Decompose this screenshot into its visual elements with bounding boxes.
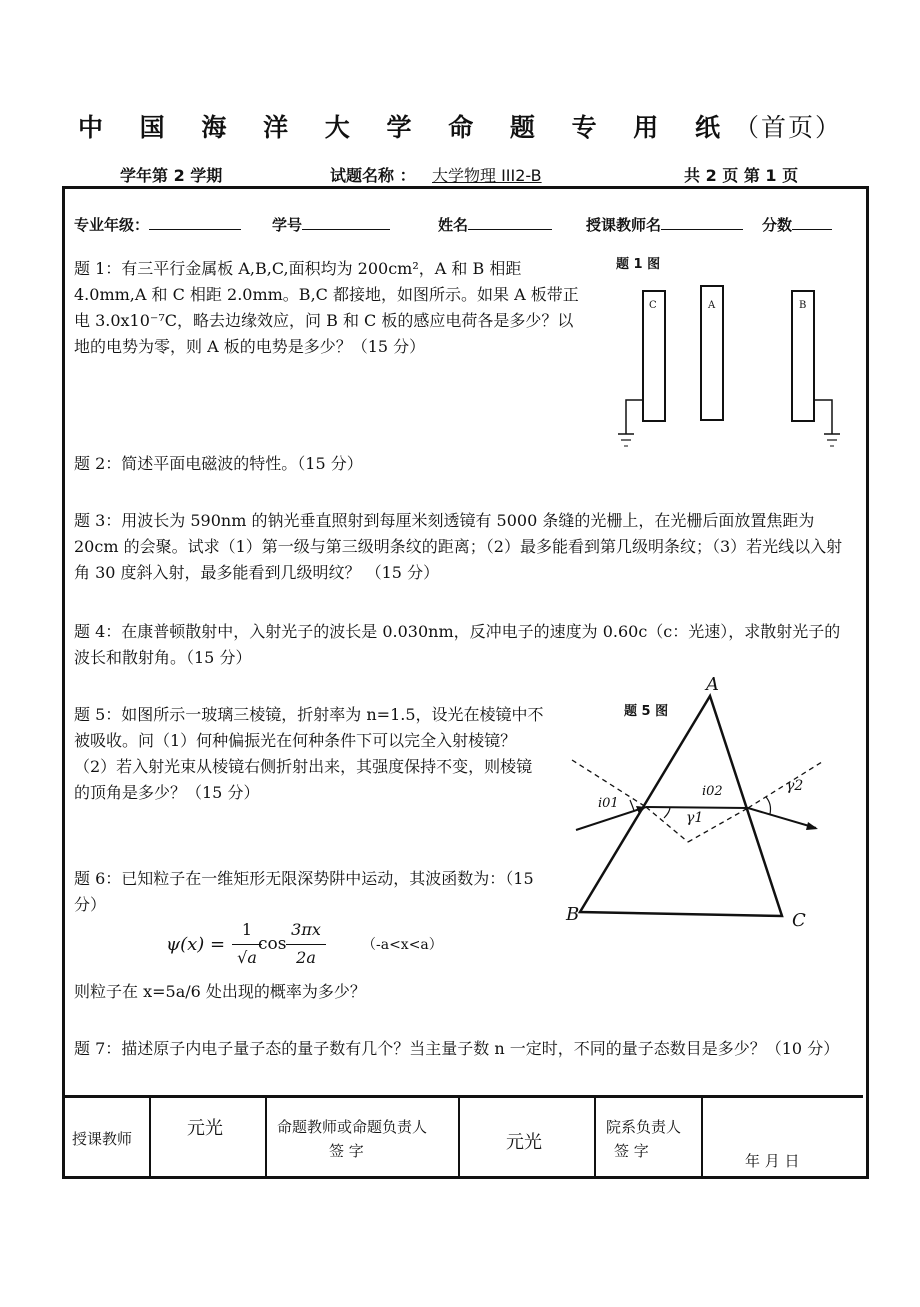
question-7: 题 7：描述原子内电子量子态的量子数有几个？当主量子数 n 一定时，不同的量子态数目是多少？（10 分） (74, 1039, 840, 1058)
ground-wire-b (814, 400, 832, 434)
angle-arc-gamma2 (766, 797, 771, 814)
info-major (74, 214, 241, 235)
student-id-field[interactable] (302, 215, 390, 230)
name-field[interactable] (468, 215, 552, 230)
plate-b-label: B (799, 300, 807, 311)
fraction-bar-2 (286, 944, 326, 945)
wavefunction-formula (166, 920, 446, 976)
page-count: 共 2 页 第 1 页 (684, 166, 799, 185)
cell-author-label (267, 1098, 460, 1176)
plate-a-label: A (708, 300, 716, 311)
cell-dept-label (596, 1098, 703, 1176)
refracted-ray (646, 807, 748, 808)
signature-table (62, 1095, 863, 1176)
formula-cos: cos (258, 934, 287, 954)
angle-arc-i01 (630, 800, 634, 811)
formula-num2: 3πx (291, 920, 321, 939)
question-6-ask: 则粒子在 x=5a/6 处出现的概率为多少？ (74, 982, 366, 1001)
figure-1 (612, 250, 852, 460)
question-6: 题 6：已知粒子在一维矩形无限深势阱中运动，其波函数为：（15 分） (74, 869, 534, 914)
info-teacher (586, 214, 743, 235)
exit-ray (748, 808, 816, 828)
dept-label-line1: 院系负责人 (606, 1118, 682, 1136)
formula-num1: 1 (241, 920, 253, 939)
vertex-b-label: B (566, 904, 580, 925)
info-score (762, 214, 832, 235)
question-5: 题 5：如图所示一玻璃三棱镜，折射率为 n=1.5，设光在棱镜中不被吸收。问（1）何种偏振光在何种条件下可以完全入射棱镜？（2）若入射光束从棱镜右侧折射出来，其强度保持不变，则棱镜的顶角是多少？（15 分） (74, 705, 544, 802)
cell-author-sign (460, 1098, 596, 1176)
title-main: 中 国 海 洋 大 学 命 题 专 用 纸 (77, 113, 735, 142)
question-3: 题 3：用波长为 590nm 的钠光垂直照射到每厘米刻透镜有 5000 条缝的光栅上，在光栅后面放置焦距为 20cm 的会聚。试求（1）第一级与第三级明条纹的距离；（2）最多能看到第几级明条纹；（3）若光线以入射角 30 度斜入射，最多能看到几级明纹？ （15 分） (74, 511, 843, 582)
student-id-label: 学号 (272, 216, 303, 234)
formula-range: （-a<x<a） (362, 937, 443, 953)
angle-i02-label: i02 (702, 784, 723, 799)
teacher-field[interactable] (661, 215, 743, 230)
angle-arc-gamma1 (664, 807, 670, 818)
major-field[interactable] (149, 215, 241, 230)
normal-left-inner (646, 807, 688, 842)
cell-teacher-label (62, 1098, 151, 1176)
plate-c-label: C (649, 300, 657, 311)
cell-teacher-sign (151, 1098, 267, 1176)
figure-1-label: 题 1 图 (616, 257, 661, 272)
figure-1-diagram (612, 250, 852, 460)
ground-wire-c (626, 400, 643, 434)
dept-label-line2: 签 字 (614, 1142, 649, 1160)
author-label-line1: 命题教师或命题负责人 (277, 1118, 428, 1136)
score-field[interactable] (792, 215, 832, 230)
semester: 学年第 2 学期 (120, 166, 223, 185)
info-student-id (272, 214, 390, 235)
formula-den1: √a (237, 948, 257, 967)
info-name (438, 214, 552, 235)
teacher-sign-label: 授课教师 (72, 1130, 133, 1148)
question-4: 题 4：在康普顿散射中，入射光子的波长是 0.030nm，反冲电子的速度为 0.60c（c：光速），求散射光子的波长和散射角。（15 分） (74, 622, 841, 667)
angle-gamma2-label: γ2 (786, 778, 804, 794)
exam-name: 大学物理 III2-B (432, 166, 542, 185)
figure-5-label: 题 5 图 (624, 704, 669, 719)
score-label: 分数 (762, 216, 793, 234)
formula-den2: 2a (296, 948, 316, 967)
exit-arrow (806, 822, 818, 830)
question-1: 题 1：有三平行金属板 A,B,C,面积均为 200cm²，A 和 B 相距 4.0mm,A 和 C 相距 2.0mm。B,C 都接地，如图所示。如果 A 板带正电 3.0x10⁻⁷C，略去边缘效应，问 B 和 C 板的感应电荷各是多少？以地的电势为零，则 A 板的电势是多少？（15 分） (74, 259, 579, 356)
major-label: 专业年级： (74, 216, 150, 234)
date-line: 年 月 日 (745, 1152, 800, 1170)
angle-i01-label: i01 (598, 796, 619, 811)
formula-lhs: ψ(x) = (166, 934, 226, 955)
vertex-a-label: A (706, 674, 719, 695)
cell-date (703, 1098, 863, 1176)
vertex-c-label: C (792, 910, 806, 931)
page-title (0, 108, 920, 144)
teacher-label: 授课教师名 (586, 216, 662, 234)
question-2: 题 2：简述平面电磁波的特性。（15 分） (74, 454, 363, 473)
name-label: 姓名 (438, 216, 469, 234)
title-sub: （首页） (734, 113, 843, 142)
author-label-line2: 签 字 (329, 1142, 364, 1160)
angle-gamma1-label: γ1 (686, 810, 704, 826)
exam-label: 试题名称 ： (330, 166, 416, 185)
teacher-signature: 元光 (187, 1118, 223, 1139)
figure-5 (560, 670, 860, 940)
normal-right-outer (748, 762, 822, 808)
author-signature: 元光 (506, 1132, 542, 1153)
